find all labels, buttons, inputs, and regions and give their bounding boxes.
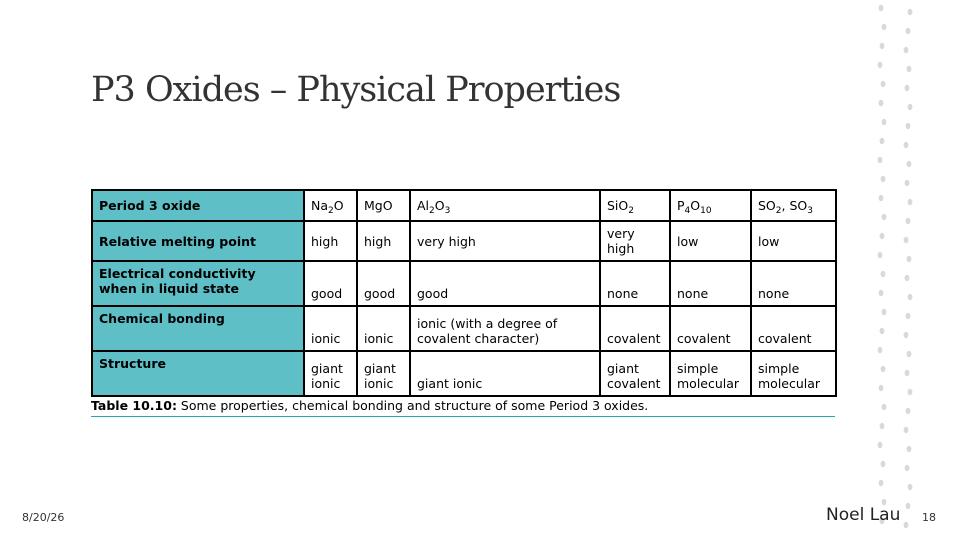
table-row xyxy=(92,261,836,306)
table-row xyxy=(92,351,836,396)
decoration-dot xyxy=(879,195,884,201)
table-cell: low xyxy=(670,221,751,261)
formula-subscript: 3 xyxy=(444,206,451,216)
decoration-dot xyxy=(881,176,886,182)
table-cell: covalent xyxy=(751,306,836,351)
decoration-dot xyxy=(881,366,886,372)
table-cell: very high xyxy=(600,221,670,261)
decoration-dot xyxy=(904,237,909,243)
table-cell: high xyxy=(357,221,410,261)
caption-label: Table 10.10: xyxy=(91,398,177,413)
slide-title: P3 Oxides – Physical Properties xyxy=(91,70,621,110)
decoration-dot xyxy=(881,461,886,467)
table-cell: good xyxy=(304,261,357,306)
table-cell: very high xyxy=(410,221,600,261)
decoration-dot xyxy=(908,199,913,205)
decoration-dot xyxy=(907,161,912,167)
caption-text: Some properties, chemical bonding and structure of some Period 3 oxides. xyxy=(176,398,649,413)
decoration-dot xyxy=(878,347,883,353)
decoration-dot xyxy=(879,385,884,391)
formula-subscript: 2 xyxy=(775,206,782,216)
decoration-dot xyxy=(880,43,885,49)
decoration-dot xyxy=(908,484,913,490)
oxide-formula-cell xyxy=(670,190,751,221)
table-row xyxy=(92,306,836,351)
decoration-dot xyxy=(878,252,883,258)
formula-text: SO xyxy=(758,198,776,213)
table-cell: ionic xyxy=(304,306,357,351)
table-header-row xyxy=(92,190,836,221)
formula-text: O xyxy=(434,198,445,213)
decoration-dot xyxy=(881,271,886,277)
decoration-dot xyxy=(907,256,912,262)
decoration-dot xyxy=(882,309,887,315)
table-cell: good xyxy=(410,261,600,306)
slide-author: Noel Lau xyxy=(826,505,901,525)
table-cell: ionic xyxy=(357,306,410,351)
formula-subscript: 2 xyxy=(429,206,435,216)
decoration-dot xyxy=(904,332,909,338)
decoration-dot xyxy=(906,503,911,509)
decoration-dot xyxy=(906,123,911,129)
decoration-dot xyxy=(906,408,911,414)
decoration-dot xyxy=(881,81,886,87)
decoration-dot xyxy=(907,351,912,357)
formula-subscript: 4 xyxy=(684,206,691,216)
decoration-dot xyxy=(878,442,883,448)
oxide-formula-cell xyxy=(357,190,410,221)
decoration-dot xyxy=(880,328,885,334)
decoration-dot xyxy=(880,423,885,429)
table-cell: giant ionic xyxy=(304,351,357,396)
decoration-dot xyxy=(880,138,885,144)
formula-text: , SO xyxy=(781,198,808,213)
formula-subscript: 2 xyxy=(628,206,634,216)
table-row-header: Relative melting point xyxy=(92,221,304,261)
decoration-dot xyxy=(878,157,883,163)
table-cell: good xyxy=(357,261,410,306)
decoration-dot xyxy=(878,62,883,68)
decoration-dot xyxy=(908,294,913,300)
formula-text: SiO xyxy=(607,198,629,213)
decoration-dot xyxy=(904,142,909,148)
properties-table xyxy=(91,189,837,397)
formula-text: Al xyxy=(417,198,430,213)
decoration-dot xyxy=(907,446,912,452)
formula-text: MgO xyxy=(364,198,393,213)
table-cell: covalent xyxy=(670,306,751,351)
table-caption xyxy=(91,398,835,417)
formula-text: Na xyxy=(311,198,329,213)
decoration-dot xyxy=(904,522,909,528)
decoration-dot xyxy=(908,104,913,110)
decoration-dot xyxy=(882,24,887,30)
table-cell: none xyxy=(670,261,751,306)
table-cell: covalent xyxy=(600,306,670,351)
slide-page-number: 18 xyxy=(922,511,936,524)
table-cell: giant ionic xyxy=(357,351,410,396)
decoration-dot xyxy=(904,427,909,433)
table-cell: ionic (with a degree of covalent character) xyxy=(410,306,600,351)
table-row-header: Structure xyxy=(92,351,304,396)
table-row xyxy=(92,221,836,261)
formula-text: O xyxy=(690,198,701,213)
decorative-dots xyxy=(870,0,920,540)
formula-subscript: 2 xyxy=(328,206,334,216)
decoration-dot xyxy=(908,389,913,395)
table-cell: simple molecular xyxy=(670,351,751,396)
decoration-dot xyxy=(906,218,911,224)
decoration-dot xyxy=(879,5,884,11)
oxide-formula-cell xyxy=(410,190,600,221)
table-row-header: Electrical conductivity when in liquid state xyxy=(92,261,304,306)
decoration-dot xyxy=(905,370,910,376)
oxide-formula-cell xyxy=(304,190,357,221)
decoration-dot xyxy=(906,313,911,319)
formula-text: P xyxy=(677,198,685,213)
decoration-dot xyxy=(907,66,912,72)
oxide-formula-cell xyxy=(600,190,670,221)
formula-subscript: 10 xyxy=(700,206,712,216)
decoration-dot xyxy=(880,233,885,239)
table-cell: none xyxy=(751,261,836,306)
decoration-dot xyxy=(904,47,909,53)
oxide-formula-cell xyxy=(751,190,836,221)
decoration-dot xyxy=(906,28,911,34)
formula-subscript: 3 xyxy=(807,206,813,216)
decoration-dot xyxy=(882,404,887,410)
table-row-header: Chemical bonding xyxy=(92,306,304,351)
decoration-dot xyxy=(882,214,887,220)
decoration-dot xyxy=(905,275,910,281)
table-cell: simple molecular xyxy=(751,351,836,396)
decoration-dot xyxy=(908,9,913,15)
formula-text: O xyxy=(333,198,344,213)
decoration-dot xyxy=(879,100,884,106)
table-cell: low xyxy=(751,221,836,261)
table-row-header: Period 3 oxide xyxy=(92,190,304,221)
table-cell: high xyxy=(304,221,357,261)
decoration-dot xyxy=(905,85,910,91)
decoration-dot xyxy=(879,290,884,296)
table-cell: giant covalent xyxy=(600,351,670,396)
decoration-dot xyxy=(882,119,887,125)
table-cell: giant ionic xyxy=(410,351,600,396)
slide-date: 8/20/26 xyxy=(22,511,65,524)
decoration-dot xyxy=(905,180,910,186)
decoration-dot xyxy=(879,480,884,486)
decoration-dot xyxy=(905,465,910,471)
table-cell: none xyxy=(600,261,670,306)
